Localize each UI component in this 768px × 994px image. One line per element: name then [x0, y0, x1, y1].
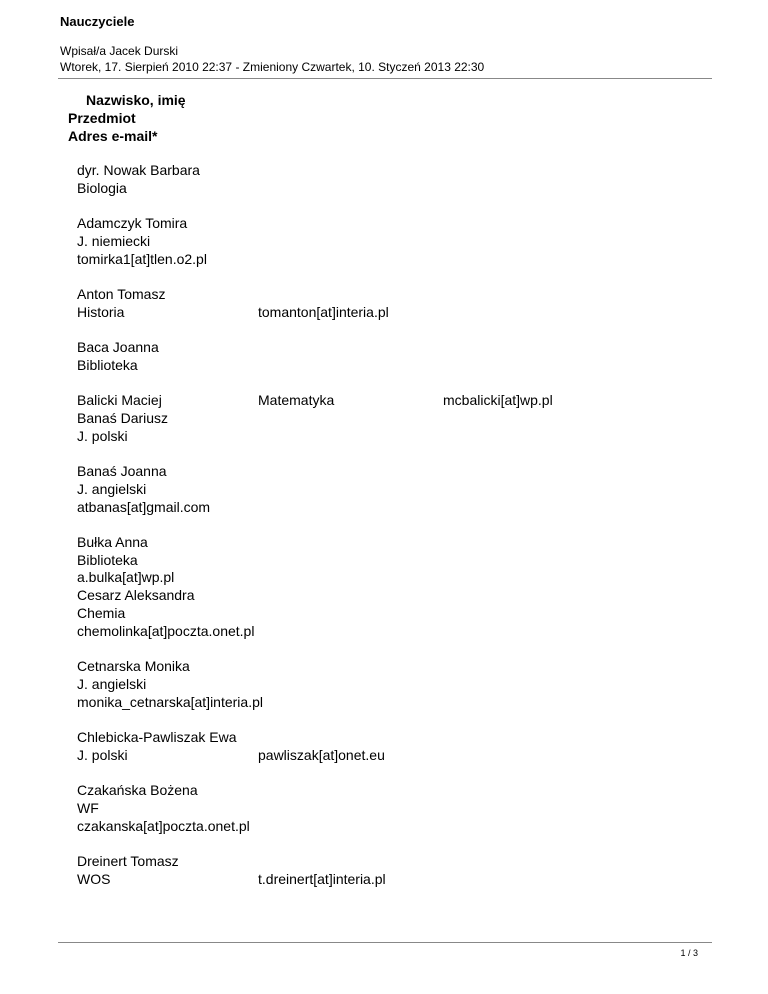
teacher-subject: J. niemiecki [77, 233, 151, 249]
teacher-email: czakanska[at]poczta.onet.pl [77, 818, 250, 834]
footer-divider [58, 942, 712, 943]
teacher-name: dyr. Nowak Barbara [77, 162, 200, 178]
teacher-name: Banaś Joanna [77, 463, 167, 479]
teacher-subject: J. angielski [77, 481, 147, 497]
teacher-name: Cetnarska Monika [77, 658, 190, 674]
teacher-subject: WOS [77, 871, 111, 887]
teacher-name: Anton Tomasz [77, 286, 166, 302]
teacher-name: Chlebicka-Pawliszak Ewa [77, 729, 237, 745]
teacher-name: Cesarz Aleksandra [77, 587, 195, 603]
teacher-name: Banaś Dariusz [77, 410, 169, 426]
teacher-name: Bułka Anna [77, 534, 148, 550]
teacher-name: Adamczyk Tomira [77, 215, 188, 231]
author-line: Wpisał/a Jacek Durski [60, 44, 179, 58]
column-header-subject: Przedmiot [68, 110, 136, 126]
teacher-subject: Biologia [77, 180, 127, 196]
teacher-email: t.dreinert[at]interia.pl [258, 871, 386, 887]
page-number: 1 / 3 [680, 948, 698, 958]
teacher-subject: Biblioteka [77, 357, 138, 373]
teacher-name: Czakańska Bożena [77, 782, 198, 798]
teacher-name: Balicki Maciej [77, 392, 162, 408]
teacher-email: chemolinka[at]poczta.onet.pl [77, 623, 255, 639]
date-line: Wtorek, 17. Sierpień 2010 22:37 - Zmieniony Czwartek, 10. Styczeń 2013 22:30 [60, 60, 485, 74]
column-header-name: Nazwisko, imię [86, 92, 186, 108]
teacher-email: monika_cetnarska[at]interia.pl [77, 694, 263, 710]
teacher-email: tomirka1[at]tlen.o2.pl [77, 251, 207, 267]
teacher-email: atbanas[at]gmail.com [77, 499, 211, 515]
header-divider [58, 78, 712, 79]
teacher-subject: Matematyka [258, 392, 335, 408]
teacher-subject: J. polski [77, 428, 128, 444]
teacher-email: a.bulka[at]wp.pl [77, 569, 175, 585]
teacher-subject: J. angielski [77, 676, 147, 692]
teacher-subject: Chemia [77, 605, 126, 621]
teacher-name: Dreinert Tomasz [77, 853, 179, 869]
page-title: Nauczyciele [60, 14, 135, 29]
teacher-email: tomanton[at]interia.pl [258, 304, 389, 320]
teacher-subject: WF [77, 800, 99, 816]
teacher-subject: Biblioteka [77, 552, 138, 568]
teacher-email: mcbalicki[at]wp.pl [443, 392, 553, 408]
column-header-email: Adres e-mail* [68, 128, 158, 144]
teacher-email: pawliszak[at]onet.eu [258, 747, 385, 763]
teacher-name: Baca Joanna [77, 339, 159, 355]
teacher-subject: Historia [77, 304, 125, 320]
teacher-subject: J. polski [77, 747, 128, 763]
